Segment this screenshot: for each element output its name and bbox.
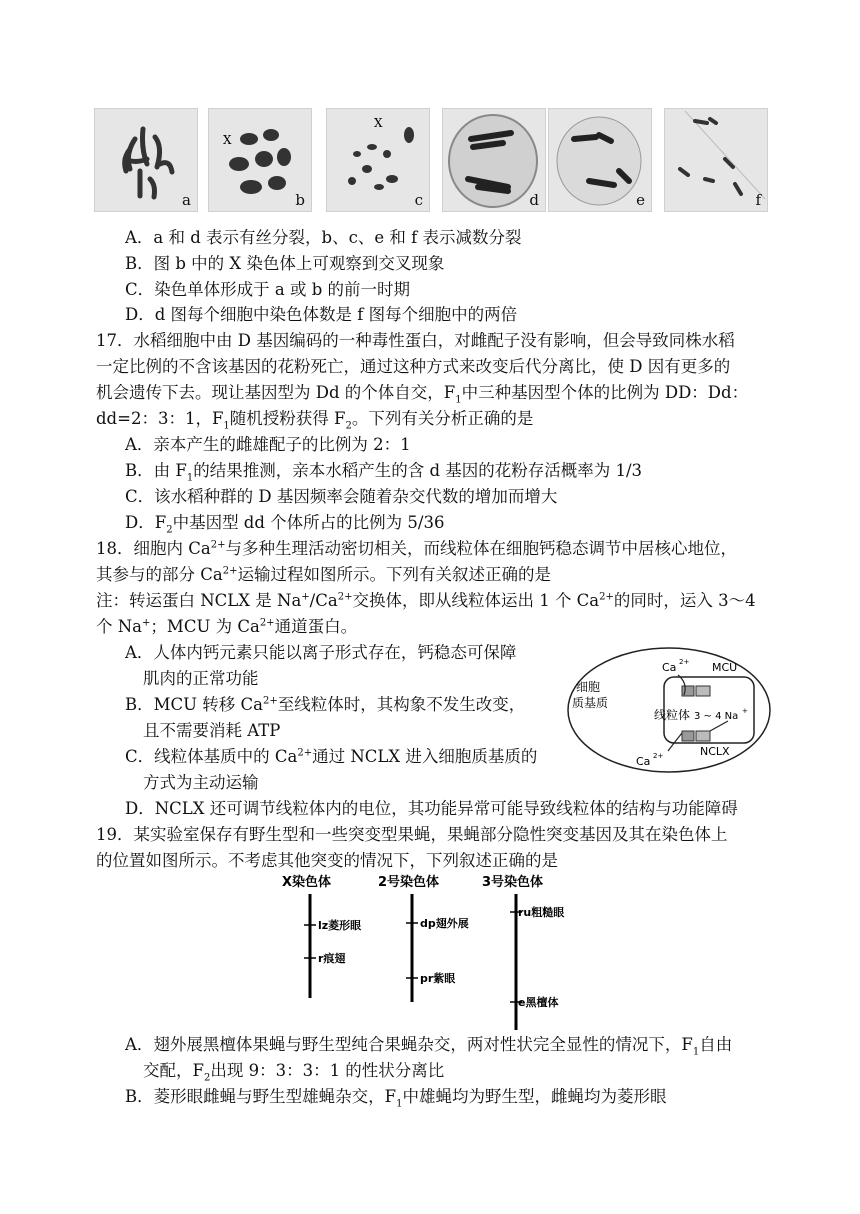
panel-label-b: b: [295, 191, 305, 209]
q17-option-b: B．由 $F_1$的结果推测，亲本水稻产生的含 d 基因的花粉存活概率为 1/3: [125, 461, 643, 484]
q17-option-c: C．该水稻种群的 D 基因频率会随着杂交代数的增加而增大: [125, 487, 558, 506]
panel-label-c: c: [414, 191, 423, 209]
q19-stem-2: 的位置如图所示。不考虑其他突变的情况下，下列叙述正确的是: [96, 851, 558, 870]
q18-option-a-2: 肌肉的正常功能: [143, 669, 259, 688]
chromosome-map-svg: [278, 870, 568, 1030]
gene-dp: dp翅外展: [420, 917, 469, 930]
q19-stem-1: 19．某实验室保存有野生型和一些突变型果蝇，果蝇部分隐性突变基因及其在染色体上: [96, 825, 728, 844]
gene-e: e黑檀体: [518, 996, 559, 1009]
chromosomes-f: [665, 109, 768, 212]
micrograph-b: [208, 108, 312, 212]
x-mark: X: [223, 133, 232, 147]
q18-option-b-2: 且不需要消耗 ATP: [143, 721, 281, 740]
label-ca-bottom-sup: 2+: [653, 752, 664, 760]
q18-option-c-2: 方式为主动运输: [143, 773, 259, 792]
micrograph-c: [326, 108, 430, 212]
q16-option-d: D．d 图每个细胞中染色体数是 f 图每个细胞中的两倍: [125, 305, 518, 324]
label-ca-top-sup: 2+: [679, 658, 690, 666]
q17-stem-2: 一定比例的不含该基因的花粉死亡，通过这种方式来改变后代分离比，使 D 因有更多的: [96, 357, 731, 376]
q18-option-d: D．NCLX 还可调节线粒体内的电位，其功能异常可能导致线粒体的结构与功能障碍: [125, 799, 738, 818]
panel-label-e: e: [636, 191, 645, 209]
panel-label-a: a: [182, 191, 191, 209]
gene-ru: ru粗糙眼: [518, 906, 565, 919]
panel-label-d: d: [529, 191, 539, 209]
header-chromosome-2: 2号染色体: [378, 875, 440, 890]
q17-option-a: A．亲本产生的雌雄配子的比例为 2：1: [125, 435, 411, 454]
label-cytoplasm-1: 细胞: [576, 680, 601, 694]
q19-option-a-1: A．翅外展黑檀体果蝇与野生型纯合果蝇杂交，两对性状完全显性的情况下，$F_1$自由: [125, 1035, 733, 1058]
q19-option-a-2: 交配，$F_2$出现 9：3：3：1 的性状分离比: [143, 1061, 445, 1084]
q18-note-2: 个 Na+；MCU 为 $Ca^{2+}$通道蛋白。: [96, 617, 358, 636]
q18-option-c-1: C．线粒体基质中的 $Ca^{2+}$通过 NCLX 进入细胞质基质的: [125, 747, 538, 766]
q18-stem-1: 18．细胞内 $Ca^{2+}$与多种生理活动密切相关，而线粒体在细胞钙稳态调节中居核心地位，: [96, 539, 737, 558]
panel-label-f: f: [755, 191, 761, 209]
q18-option-a-1: A．人体内钙元素只能以离子形式存在，钙稳态可保障: [125, 643, 517, 662]
label-mcu: MCU: [712, 661, 738, 674]
micrograph-f: [664, 108, 768, 212]
micrograph-e: [548, 108, 652, 212]
label-nclx: NCLX: [700, 745, 730, 758]
label-na-sup: +: [742, 707, 748, 715]
micrograph-strip: [94, 108, 766, 212]
q16-option-b: B．图 b 中的 X 染色体上可观察到交叉现象: [125, 254, 445, 273]
label-cytoplasm-2: 质基质: [572, 696, 609, 710]
mitochondria-diagram: [566, 645, 772, 775]
label-ca-top: Ca: [662, 661, 677, 674]
q18-note-1: 注：转运蛋白 NCLX 是 $Na^+/Ca^{2+}$交换体，即从线粒体运出 1 个 $Ca^{2+}$的同时，运入 3～4: [96, 591, 756, 610]
label-na: 3 ~ 4 Na: [694, 711, 739, 722]
x-mark: X: [374, 116, 383, 130]
q18-option-b-1: B．MCU 转移 $Ca^{2+}$至线粒体时，其构象不发生改变，: [125, 695, 526, 714]
q17-option-d: D．$F_2$中基因型 dd 个体所占的比例为 5/36: [125, 513, 445, 536]
header-chromosome-3: 3号染色体: [482, 875, 544, 890]
gene-pr: pr紫眼: [420, 972, 456, 985]
q19-option-b: B．菱形眼雌蝇与野生型雄蝇杂交，$F_1$中雄蝇均为野生型，雌蝇均为菱形眼: [125, 1087, 667, 1110]
mitochondria-svg: [566, 645, 772, 775]
micrograph-d: [442, 108, 546, 212]
nclx-transporter: [682, 731, 694, 741]
q16-option-c: C．染色单体形成于 a 或 b 的前一时期: [125, 280, 411, 299]
label-ca-bottom: Ca: [636, 755, 651, 768]
q17-stem-3: 机会遗传下去。现让基因型为 Dd 的个体自交，$F_1$中三种基因型个体的比例为 DD：Dd：: [96, 383, 749, 406]
q16-option-a: A．a 和 d 表示有丝分裂，b、c、e 和 f 表示减数分裂: [125, 228, 522, 247]
gene-r: r痕翅: [318, 952, 346, 965]
micrograph-a: [94, 108, 198, 212]
header-x-chromosome: X染色体: [282, 875, 332, 890]
label-mitochondrion: 线粒体: [654, 708, 691, 722]
q17-stem-4: dd=2：3：1，$F_1$随机授粉获得 $F_2$。下列有关分析正确的是: [96, 409, 534, 432]
chromosome-map: [278, 870, 568, 1030]
gene-lz: lz菱形眼: [318, 919, 362, 932]
q17-stem-1: 17．水稻细胞中由 D 基因编码的一种毒性蛋白，对雌配子没有影响，但会导致同株水稻: [96, 331, 735, 350]
q18-stem-2: 其参与的部分 $Ca^{2+}$运输过程如图所示。下列有关叙述正确的是: [96, 565, 551, 584]
